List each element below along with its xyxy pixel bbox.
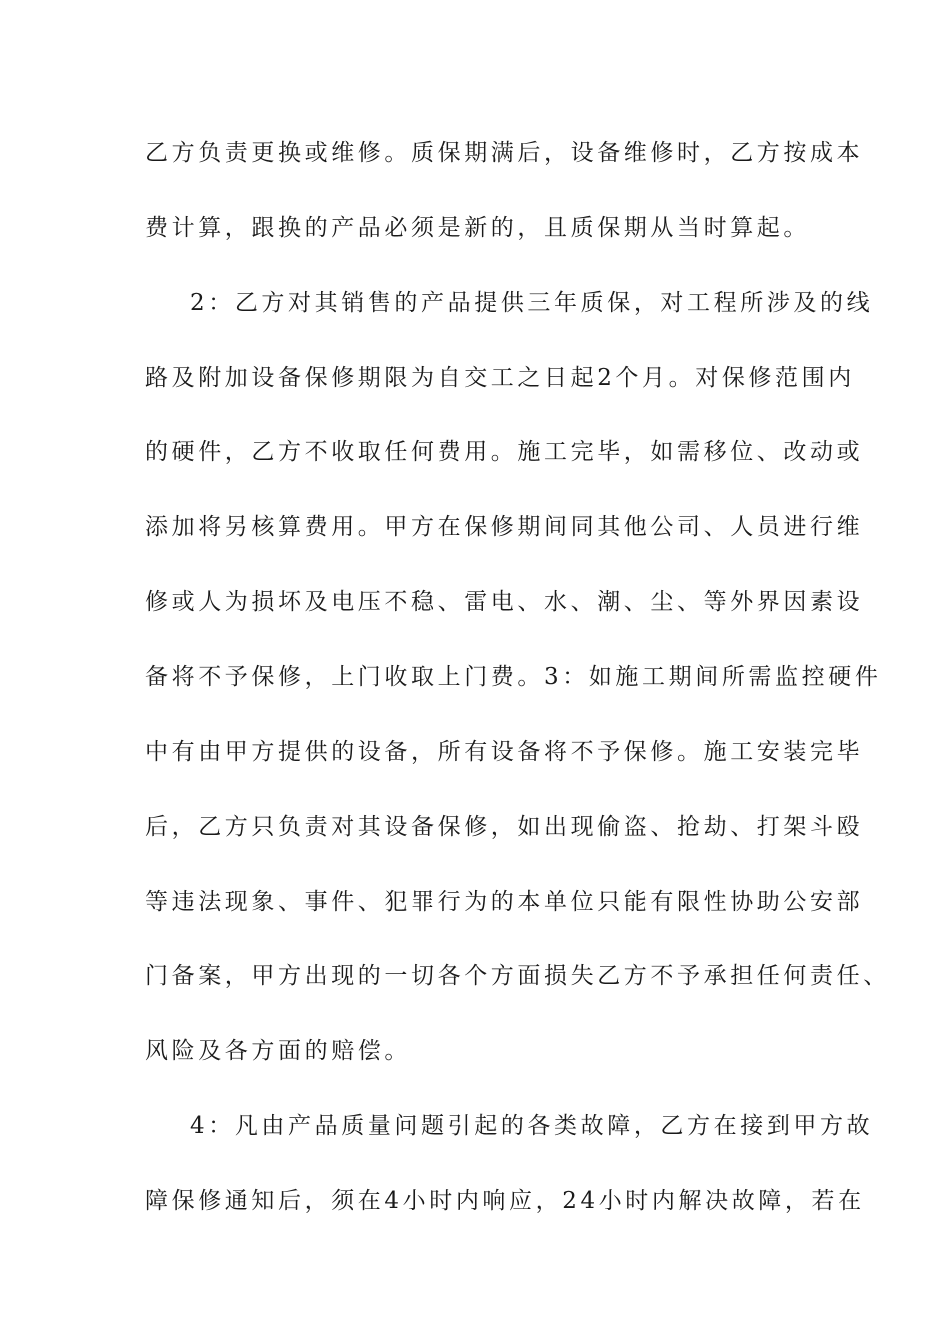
text-line: 的硬件，乙方不收取任何费用。施工完毕，如需移位、改动或 (145, 439, 864, 465)
text-line: 障保修通知后，须在4小时内响应，24小时内解决故障，若在 (145, 1188, 865, 1214)
text-line: 备将不予保修，上门收取上门费。3：如施工期间所需监控硬件 (145, 664, 882, 690)
paragraph-start-line: 2：乙方对其销售的产品提供三年质保，对工程所涉及的线 (190, 290, 874, 316)
text-line: 风险及各方面的赔偿。 (145, 1038, 411, 1064)
text-line: 路及附加设备保修期限为自交工之日起2个月。对保修范围内 (145, 365, 855, 391)
text-line: 添加将另核算费用。甲方在保修期间同其他公司、人员进行维 (145, 514, 864, 540)
paragraph-start-line: 4：凡由产品质量问题引起的各类故障，乙方在接到甲方故 (190, 1113, 874, 1139)
text-line: 修或人为损坏及电压不稳、雷电、水、潮、尘、等外界因素设 (145, 589, 864, 615)
text-line: 后，乙方只负责对其设备保修，如出现偷盗、抢劫、打架斗殴 (145, 814, 864, 840)
text-line: 费计算，跟换的产品必须是新的，且质保期从当时算起。 (145, 215, 810, 241)
text-line: 等违法现象、事件、犯罪行为的本单位只能有限性协助公安部 (145, 889, 864, 915)
text-line: 门备案，甲方出现的一切各个方面损失乙方不予承担任何责任、 (145, 963, 890, 989)
text-line: 中有由甲方提供的设备，所有设备将不予保修。施工安装完毕 (145, 739, 864, 765)
text-line: 乙方负责更换或维修。质保期满后，设备维修时，乙方按成本 (145, 140, 864, 166)
